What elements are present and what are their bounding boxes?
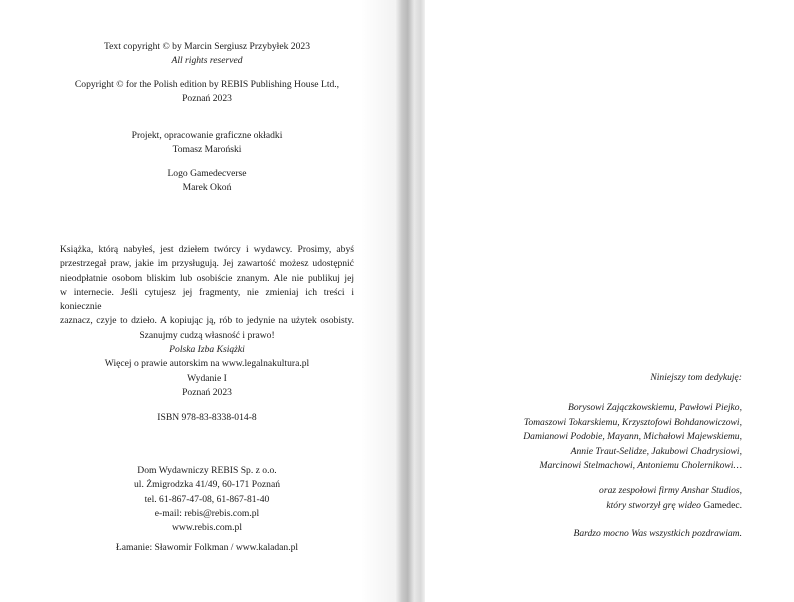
notice-line: w internecie. Jeśli cytujesz jej fragmenty, nie zmieniaj ich treści i koniecznie <box>60 286 354 313</box>
dedication-team-block <box>425 484 742 513</box>
dedication-names-line: Damianowi Podobie, Mayann, Michałowi Majewskiemu, <box>523 431 742 443</box>
publisher-name: Dom Wydawniczy REBIS Sp. z o.o. <box>137 465 277 476</box>
logo-designer-name: Marek Okoń <box>182 182 232 194</box>
publisher-block <box>60 464 354 535</box>
all-rights-reserved: All rights reserved <box>171 55 243 67</box>
right-page <box>425 0 794 602</box>
copyright-block <box>60 40 354 69</box>
game-title: Gamedec. <box>703 499 742 511</box>
dedication-intro: Niniejszy tom dedykuję: <box>650 372 742 383</box>
notice-organization: Polska Izba Książki <box>169 344 245 356</box>
publisher-website: www.rebis.com.pl <box>172 522 242 534</box>
isbn-block <box>60 411 354 425</box>
notice-more-info: Więcej o prawie autorskim na www.legalnakultura.pl <box>104 358 310 370</box>
publisher-phone: tel. 61-867-47-08, 61-867-81-40 <box>144 493 270 505</box>
publisher-email: e-mail: rebis@rebis.com.pl <box>154 507 260 519</box>
polish-edition-block <box>60 78 354 107</box>
copyright-notice-block <box>60 243 354 372</box>
polish-edition-copyright: Copyright © for the Polish edition by REBIS Publishing House Ltd., <box>74 79 340 90</box>
typesetting-credit: Łamanie: Sławomir Folkman / www.kaladan.pl <box>115 542 299 553</box>
edition-label: Wydanie I <box>187 373 227 384</box>
dedication-team: oraz zespołowi firmy Anshar Studios, <box>599 485 742 496</box>
book-spine <box>395 0 427 602</box>
greeting-block <box>425 527 742 542</box>
cover-design-label: Projekt, opracowanie graficzne okładki <box>131 130 283 141</box>
logo-credit-block <box>60 167 354 196</box>
notice-line: zaznacz, czyje to dzieło. A kopiując ją, rób to jedynie na użytek osobisty. <box>60 315 354 327</box>
notice-line: przestrzegał praw, jakie im przysługują. Jej zawartość możesz udostępnić <box>60 258 354 270</box>
dedication-names-line: Tomaszowi Tokarskiemu, Krzysztofowi Bohdanowiczowi, <box>523 416 742 428</box>
publisher-address: ul. Żmigrodzka 41/49, 60-171 Poznań <box>133 479 280 491</box>
typesetting-block <box>60 541 354 555</box>
logo-label: Logo Gamedecverse <box>167 168 247 179</box>
dedication-names-line: Annie Traut-Selidze, Jakubowi Chadrysiowi, <box>570 445 742 457</box>
notice-line: Książka, którą nabyłeś, jest dziełem twórcy i wydawcy. Prosimy, abyś <box>60 244 354 255</box>
dedication-intro-block <box>425 371 742 386</box>
dedication-names-line: Marcinowi Stelmachowi, Antoniemu Cholernikowi… <box>539 460 742 472</box>
edition-place: Poznań 2023 <box>182 387 232 399</box>
edition-block <box>60 372 354 401</box>
cover-designer-name: Tomasz Maroński <box>172 144 242 156</box>
notice-respect: Szanujmy cudzą własność i prawo! <box>139 329 275 341</box>
cover-design-block <box>60 129 354 158</box>
dedication-names-block <box>425 401 742 474</box>
dedication-game-text: który stworzył grę wideo <box>606 499 704 511</box>
dedication-greeting: Bardzo mocno Was wszystkich pozdrawiam. <box>573 528 742 539</box>
polish-edition-place: Poznań 2023 <box>182 93 232 105</box>
isbn: ISBN 978-83-8338-014-8 <box>157 412 257 423</box>
notice-line: nieodpłatnie osobom bliskim lub osobiście znanym. Ale nie publikuj jej <box>60 272 354 284</box>
dedication-game-line <box>425 499 742 514</box>
dedication-names-line: Borysowi Zajączkowskiemu, Pawłowi Piejko, <box>567 402 742 413</box>
gutter-shadow-left <box>360 0 396 602</box>
text-copyright: Text copyright © by Marcin Sergiusz Przybyłek 2023 <box>103 41 310 52</box>
